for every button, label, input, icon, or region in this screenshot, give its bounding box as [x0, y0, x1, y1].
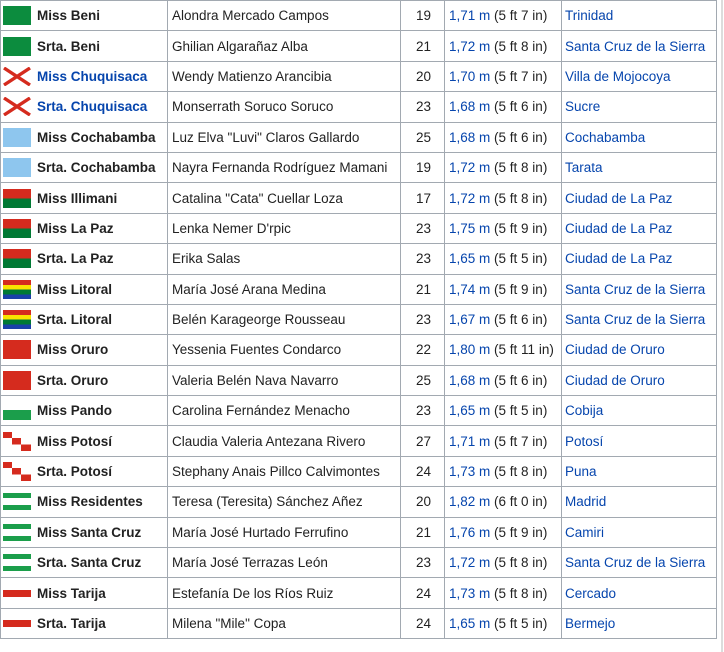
- height-metric-link[interactable]: 1,72 m: [449, 555, 491, 571]
- title-label: Srta. Oruro: [37, 372, 109, 388]
- hometown-link[interactable]: Ciudad de La Paz: [562, 244, 717, 274]
- table-row: [1, 396, 717, 426]
- santacruz-flag-icon: [3, 523, 31, 542]
- title-cell: [1, 456, 168, 486]
- contestant-name-cell: Nayra Fernanda Rodríguez Mamani: [168, 152, 401, 182]
- title-label: Miss Oruro: [37, 342, 109, 358]
- beni-flag-icon: [3, 37, 31, 56]
- title-cell: [1, 365, 168, 395]
- title-label: Srta. La Paz: [37, 251, 114, 267]
- height-imperial: (5 ft 11 in): [494, 342, 554, 358]
- chuquisaca-flag-icon: [3, 97, 31, 116]
- age-cell: 21: [401, 274, 445, 304]
- table-row: [1, 183, 717, 213]
- age-cell: 27: [401, 426, 445, 456]
- height-cell: [445, 578, 562, 608]
- title-label: Miss Residentes: [37, 494, 143, 510]
- height-metric-link[interactable]: 1,80 m: [449, 342, 491, 358]
- table-row: [1, 244, 717, 274]
- height-metric-link[interactable]: 1,71 m: [449, 433, 491, 449]
- table-row: [1, 365, 717, 395]
- hometown-link[interactable]: Santa Cruz de la Sierra: [562, 304, 717, 334]
- cochabamba-flag-icon: [3, 128, 31, 147]
- title-label[interactable]: Srta. Chuquisaca: [37, 99, 148, 115]
- tarija-flag-icon: [3, 614, 31, 633]
- height-imperial: (6 ft 0 in): [494, 494, 548, 510]
- table-row: [1, 517, 717, 547]
- height-metric-link[interactable]: 1,72 m: [449, 160, 491, 176]
- height-cell: [445, 31, 562, 61]
- title-label: Miss Potosí: [37, 433, 113, 449]
- scroll-edge: [721, 0, 723, 652]
- height-imperial: (5 ft 6 in): [494, 99, 548, 115]
- title-cell: [1, 274, 168, 304]
- lapaz-flag-icon: [3, 219, 31, 238]
- height-imperial: (5 ft 9 in): [494, 281, 548, 297]
- height-metric-link[interactable]: 1,65 m: [449, 616, 491, 631]
- height-metric-link[interactable]: 1,70 m: [449, 68, 491, 84]
- height-metric-link[interactable]: 1,72 m: [449, 38, 491, 54]
- age-cell: 23: [401, 396, 445, 426]
- height-imperial: (5 ft 6 in): [494, 312, 548, 328]
- contestant-name-cell: Claudia Valeria Antezana Rivero: [168, 426, 401, 456]
- height-metric-link[interactable]: 1,76 m: [449, 524, 491, 540]
- hometown-link[interactable]: Ciudad de La Paz: [562, 213, 717, 243]
- hometown-link[interactable]: Santa Cruz de la Sierra: [562, 548, 717, 578]
- age-cell: 23: [401, 548, 445, 578]
- height-cell: [445, 122, 562, 152]
- chuquisaca-flag-icon: [3, 67, 31, 86]
- height-imperial: (5 ft 6 in): [494, 372, 548, 388]
- title-label: Srta. Beni: [37, 38, 101, 54]
- age-cell: 20: [401, 487, 445, 517]
- height-imperial: (5 ft 7 in): [494, 433, 548, 449]
- litoral-flag-icon: [3, 310, 31, 329]
- height-cell: [445, 61, 562, 91]
- hometown-link[interactable]: Trinidad: [562, 1, 717, 31]
- contestant-name-cell: Erika Salas: [168, 244, 401, 274]
- height-metric-link[interactable]: 1,75 m: [449, 220, 491, 236]
- hometown-link[interactable]: Ciudad de Oruro: [562, 335, 717, 365]
- title-cell: [1, 426, 168, 456]
- height-cell: [445, 426, 562, 456]
- title-label[interactable]: Miss Chuquisaca: [37, 68, 148, 84]
- height-metric-link[interactable]: 1,74 m: [449, 281, 491, 297]
- age-cell: 24: [401, 578, 445, 608]
- height-cell: [445, 92, 562, 122]
- cochabamba-flag-icon: [3, 158, 31, 177]
- height-metric-link[interactable]: 1,82 m: [449, 494, 491, 510]
- pando-flag-icon: [3, 401, 31, 420]
- age-cell: 24: [401, 608, 445, 638]
- contestant-name-cell: Lenka Nemer D'rpic: [168, 213, 401, 243]
- height-cell: [445, 548, 562, 578]
- age-cell: 25: [401, 365, 445, 395]
- height-metric-link[interactable]: 1,68 m: [449, 129, 491, 145]
- height-metric-link[interactable]: 1,73 m: [449, 585, 491, 601]
- title-label: Srta. Santa Cruz: [37, 555, 142, 571]
- contestant-name-cell: Stephany Anais Pillco Calvimontes: [168, 456, 401, 486]
- contestant-name-cell: Yessenia Fuentes Condarco: [168, 335, 401, 365]
- height-imperial: (5 ft 8 in): [494, 585, 548, 601]
- height-cell: [445, 1, 562, 31]
- title-cell: [1, 1, 168, 31]
- santacruz-flag-icon: [3, 492, 31, 511]
- age-cell: 17: [401, 183, 445, 213]
- age-cell: 23: [401, 213, 445, 243]
- contestant-name-cell: María José Arana Medina: [168, 274, 401, 304]
- hometown-link[interactable]: Cochabamba: [562, 122, 717, 152]
- title-cell: [1, 152, 168, 182]
- title-label: Miss La Paz: [37, 220, 114, 236]
- title-cell: [1, 92, 168, 122]
- title-cell: [1, 244, 168, 274]
- hometown-link[interactable]: Santa Cruz de la Sierra: [562, 31, 717, 61]
- candidates-table-body: [1, 1, 717, 639]
- table-row: [1, 61, 717, 91]
- height-cell: [445, 213, 562, 243]
- hometown-link[interactable]: Bermejo: [562, 608, 717, 638]
- title-cell: [1, 487, 168, 517]
- contestant-name-cell: Alondra Mercado Campos: [168, 1, 401, 31]
- height-cell: [445, 487, 562, 517]
- contestant-name-cell: Catalina "Cata" Cuellar Loza: [168, 183, 401, 213]
- contestant-name-cell: Wendy Matienzo Arancibia: [168, 61, 401, 91]
- age-cell: 23: [401, 304, 445, 334]
- title-label: Srta. Cochabamba: [37, 160, 156, 176]
- contestant-name-cell: Ghilian Algarañaz Alba: [168, 31, 401, 61]
- table-row: [1, 335, 717, 365]
- height-cell: [445, 183, 562, 213]
- height-imperial: (5 ft 9 in): [494, 524, 548, 540]
- title-cell: [1, 304, 168, 334]
- title-label: Miss Pando: [37, 403, 113, 419]
- title-cell: [1, 122, 168, 152]
- title-cell: [1, 608, 168, 638]
- title-cell: [1, 517, 168, 547]
- height-imperial: (5 ft 8 in): [494, 160, 548, 176]
- height-cell: [445, 335, 562, 365]
- height-imperial: (5 ft 5 in): [494, 251, 548, 267]
- title-cell: [1, 578, 168, 608]
- age-cell: 19: [401, 1, 445, 31]
- contestant-name-cell: Monserrath Soruco Soruco: [168, 92, 401, 122]
- height-imperial: (5 ft 7 in): [494, 68, 548, 84]
- title-cell: [1, 396, 168, 426]
- contestant-name-cell: Carolina Fernández Menacho: [168, 396, 401, 426]
- hometown-link[interactable]: Camiri: [562, 517, 717, 547]
- contestant-name-cell: Belén Karageorge Rousseau: [168, 304, 401, 334]
- lapaz-flag-icon: [3, 189, 31, 208]
- age-cell: 19: [401, 152, 445, 182]
- contestant-name-cell: Milena "Mile" Copa: [168, 608, 401, 638]
- table-row: [1, 608, 717, 638]
- table-row: [1, 456, 717, 486]
- table-row: [1, 213, 717, 243]
- litoral-flag-icon: [3, 280, 31, 299]
- contestant-name-cell: Estefanía De los Ríos Ruiz: [168, 578, 401, 608]
- hometown-link[interactable]: Cercado: [562, 578, 717, 608]
- contestant-name-cell: Valeria Belén Nava Navarro: [168, 365, 401, 395]
- title-cell: [1, 183, 168, 213]
- title-label: Srta. Litoral: [37, 312, 113, 328]
- oruro-flag-icon: [3, 340, 31, 359]
- title-label: Miss Litoral: [37, 281, 113, 297]
- table-row: [1, 548, 717, 578]
- table-row: [1, 304, 717, 334]
- hometown-link[interactable]: Puna: [562, 456, 717, 486]
- height-cell: [445, 365, 562, 395]
- title-label: Srta. Tarija: [37, 616, 106, 631]
- height-imperial: (5 ft 7 in): [494, 8, 548, 24]
- title-label: Srta. Potosí: [37, 464, 113, 480]
- age-cell: 24: [401, 456, 445, 486]
- height-cell: [445, 396, 562, 426]
- height-imperial: (5 ft 8 in): [494, 38, 548, 54]
- title-label: Miss Illimani: [37, 190, 118, 206]
- height-metric-link[interactable]: 1,65 m: [449, 251, 491, 267]
- height-cell: [445, 274, 562, 304]
- title-label: Miss Santa Cruz: [37, 524, 142, 540]
- height-imperial: (5 ft 5 in): [494, 403, 548, 419]
- title-cell: [1, 548, 168, 578]
- hometown-link[interactable]: Santa Cruz de la Sierra: [562, 274, 717, 304]
- height-metric-link[interactable]: 1,71 m: [449, 8, 491, 24]
- age-cell: 21: [401, 31, 445, 61]
- height-cell: [445, 244, 562, 274]
- height-metric-link[interactable]: 1,67 m: [449, 312, 491, 328]
- table-row: [1, 92, 717, 122]
- title-label: Miss Beni: [37, 8, 101, 24]
- table-row: [1, 152, 717, 182]
- potosi-flag-icon: [3, 432, 31, 451]
- height-imperial: (5 ft 8 in): [494, 555, 548, 571]
- tarija-flag-icon: [3, 584, 31, 603]
- height-metric-link[interactable]: 1,68 m: [449, 99, 491, 115]
- hometown-link[interactable]: Ciudad de La Paz: [562, 183, 717, 213]
- age-cell: 23: [401, 92, 445, 122]
- title-label: Miss Tarija: [37, 585, 106, 601]
- hometown-link[interactable]: Villa de Mojocoya: [562, 61, 717, 91]
- height-metric-link[interactable]: 1,65 m: [449, 403, 491, 419]
- height-cell: [445, 152, 562, 182]
- table-row: [1, 122, 717, 152]
- height-imperial: (5 ft 9 in): [494, 220, 548, 236]
- height-metric-link[interactable]: 1,72 m: [449, 190, 491, 206]
- lapaz-flag-icon: [3, 249, 31, 268]
- beni-flag-icon: [3, 6, 31, 25]
- contestant-name-cell: Luz Elva "Luvi" Claros Gallardo: [168, 122, 401, 152]
- hometown-link[interactable]: Sucre: [562, 92, 717, 122]
- height-cell: [445, 517, 562, 547]
- hometown-link[interactable]: Tarata: [562, 152, 717, 182]
- table-row: [1, 1, 717, 31]
- age-cell: 23: [401, 244, 445, 274]
- hometown-link[interactable]: Ciudad de Oruro: [562, 365, 717, 395]
- contestant-name-cell: María José Terrazas León: [168, 548, 401, 578]
- title-label: Miss Cochabamba: [37, 129, 156, 145]
- height-imperial: (5 ft 8 in): [494, 464, 548, 480]
- table-row: [1, 31, 717, 61]
- table-row: [1, 426, 717, 456]
- height-cell: [445, 456, 562, 486]
- table-row: [1, 578, 717, 608]
- height-metric-link[interactable]: 1,73 m: [449, 464, 491, 480]
- hometown-link[interactable]: Potosí: [562, 426, 717, 456]
- age-cell: 25: [401, 122, 445, 152]
- title-cell: [1, 335, 168, 365]
- title-cell: [1, 31, 168, 61]
- age-cell: 21: [401, 517, 445, 547]
- height-imperial: (5 ft 5 in): [494, 616, 548, 631]
- santacruz-flag-icon: [3, 553, 31, 572]
- height-cell: [445, 304, 562, 334]
- hometown-link[interactable]: Madrid: [562, 487, 717, 517]
- table-row: [1, 274, 717, 304]
- oruro-flag-icon: [3, 371, 31, 390]
- height-metric-link[interactable]: 1,68 m: [449, 372, 491, 388]
- table-row: [1, 487, 717, 517]
- title-cell: [1, 61, 168, 91]
- hometown-link[interactable]: Cobija: [562, 396, 717, 426]
- contestant-name-cell: María José Hurtado Ferrufino: [168, 517, 401, 547]
- height-imperial: (5 ft 8 in): [494, 190, 548, 206]
- age-cell: 22: [401, 335, 445, 365]
- age-cell: 20: [401, 61, 445, 91]
- height-cell: [445, 608, 562, 638]
- height-imperial: (5 ft 6 in): [494, 129, 548, 145]
- contestant-name-cell: Teresa (Teresita) Sánchez Añez: [168, 487, 401, 517]
- potosi-flag-icon: [3, 462, 31, 481]
- title-cell: [1, 213, 168, 243]
